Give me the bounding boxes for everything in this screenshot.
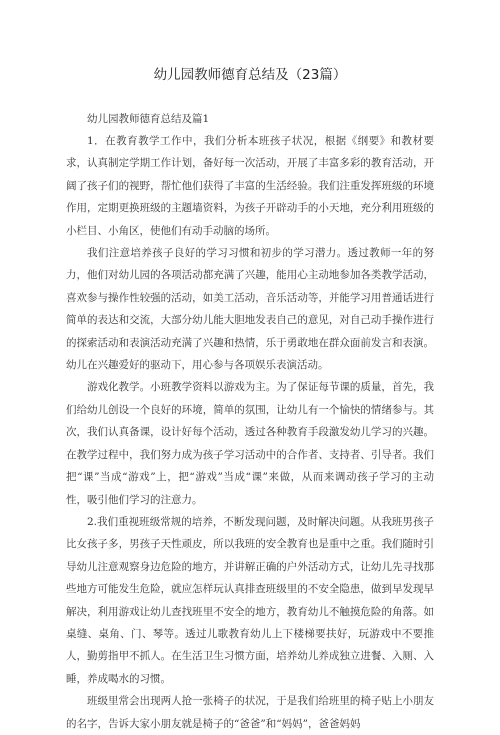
section-heading: 幼儿园教师德育总结及篇1 [87,113,210,125]
paragraph: 游戏化教学。小班教学资料以游戏为主。为了保证每节课的质量，首先，我们给幼儿创设一个良好的环境，简单的氛围，让幼儿有一个愉快的情绪参与。其次，我们认真备课，设计好每个活动，透过各种教育手段激发幼儿学习的兴趣。在教学过程中，我们努力成为孩子学习活动中的合作者、支持者、引导者。我们把“课”当成“游戏”上，把“游戏”当成“课”来做，从而来调动孩子学习的主动性，吸引他们学习的注意力。 [66,381,434,506]
document-title: 幼儿园教师德育总结及（23篇） [153,67,347,83]
paragraph: 2.我们重视班级常规的培养，不断发现问题，及时解决问题。从我班男孩子比女孩子多，男孩子天性顽皮，所以我班的安全教育也是重中之重。我们随时引导幼儿注意观察身边危险的地方，并讲解正确的户外活动方式，让幼儿先寻找那些地方可能发生危险，就应怎样玩认真排查班级里的不安全隐患，做到早发现早解决，利用游戏让幼儿查找班里不安全的地方，教育幼儿不触摸危险的角落。如桌缝、桌角、门、琴等。透过儿歌教育幼儿上下楼梯要扶好，玩游戏中不要推人，勤剪指甲不抓人。在生活卫生习惯方面，培养幼儿养成独立进餐、入厕、入睡，养成喝水的习惯。 [66,515,434,685]
paragraph: 班级里常会出现两人抢一张椅子的状况，于是我们给班里的椅子贴上小朋友的名字，告诉大家小朋友就是椅子的“爸爸”和“妈妈”，爸爸妈妈 [66,695,434,730]
paragraph: 我们注意培养孩子良好的学习习惯和初步的学习潜力。透过教师一年的努力，他们对幼儿园的各项活动都充满了兴趣，能用心主动地参加各类教学活动，喜欢参与操作性较强的活动，如美工活动，音乐活动等，并能学习用普通话进行简单的表达和交流，大部分幼儿能大胆地发表自己的意见，对自己动手操作进行的探索活动和表演活动充满了兴趣和热情，乐于勇敢地在群众面前发言和表演。幼儿在兴趣爱好的驱动下，用心参与各项娱乐表演活动。 [66,247,434,372]
paragraph: 1．在教育教学工作中，我们分析本班孩子状况，根据《纲要》和教材要求，认真制定学期工作计划，备好每一次活动，开展了丰富多彩的教育活动，开阔了孩子们的视野，帮忙他们获得了丰富的生活经验。我们注重发挥班级的环境作用，定期更换班级的主题墙资料，为孩子开辟动手的小天地，充分利用班级的小栏目、小角区，使他们有动手动脑的场所。 [66,135,434,237]
